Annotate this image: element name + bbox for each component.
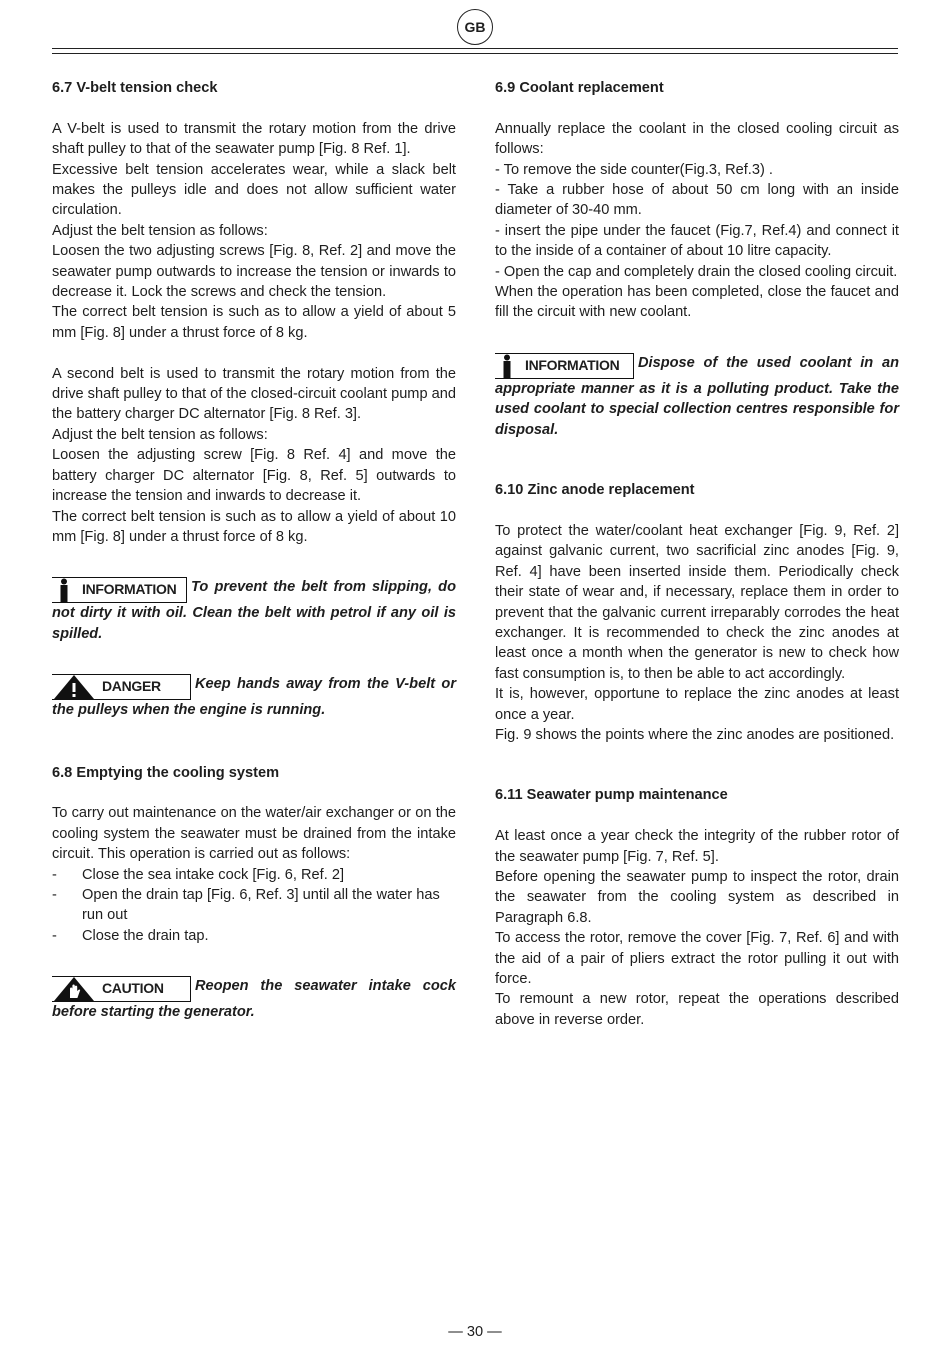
s67-paragraph-7: Adjust the belt tension as follows: <box>52 426 268 443</box>
information-label: INFORMATION <box>525 356 620 373</box>
information-icon <box>495 354 519 378</box>
section-6-10-title: 6.10 Zinc anode replacement <box>495 482 695 499</box>
list-item: - Close the sea intake cock [Fig. 6, Ref. 2] <box>52 866 345 883</box>
header-rule-bottom <box>52 53 898 54</box>
s611-paragraph-1: At least once a year check the integrity of the rubber rotor of the seawater pump [Fig. 7, Ref. 5]. <box>495 828 899 865</box>
s67-paragraph-4: Loosen the two adjusting screws [Fig. 8, Ref. 2] and move the seawater pump outwards to increase the tension or inwards to decrease it. Lock the screws and check the tension. <box>52 243 456 301</box>
information-text: Dispose of the used coolant in an appropriate manner as it is a polluting product. Take the used coolant to special collection centres responsible for disposal. <box>495 354 899 438</box>
s69-paragraph-5: - Open the cap and completely drain the closed cooling circuit. <box>495 263 898 280</box>
s69-paragraph-1: Annually replace the coolant in the closed cooling circuit as follows: <box>495 120 899 158</box>
s69-paragraph-2: - To remove the side counter(Fig.3, Ref.3) . <box>495 161 773 178</box>
header-rule-top <box>52 48 898 49</box>
s67-paragraph-6: A second belt is used to transmit the rotary motion from the drive shaft pulley to that of the closed-circuit coolant pump and the battery charger DC alternator [Fig. 8 Ref. 3]. <box>52 365 456 423</box>
information-label: INFORMATION <box>82 581 177 598</box>
right-column <box>495 78 899 1030</box>
information-icon <box>52 578 76 602</box>
section-6-11-title: 6.11 Seawater pump maintenance <box>495 787 728 804</box>
s610-paragraph-2: It is, however, opportune to replace the zinc anodes at least once a year. <box>495 686 899 723</box>
s67-paragraph-3: Adjust the belt tension as follows: <box>52 222 268 239</box>
s69-paragraph-3: - Take a rubber hose of about 50 cm long with an inside diameter of 30-40 mm. <box>495 182 899 219</box>
s69-paragraph-6: When the operation has been completed, close the faucet and fill the circuit with new coolant. <box>495 284 899 321</box>
s611-paragraph-3: To access the rotor, remove the cover [Fig. 7, Ref. 6] and with the aid of a pair of pliers extract the rotor pulling it out with force. <box>495 930 899 987</box>
information-note-coolant <box>495 353 899 440</box>
list-item: - Open the drain tap [Fig. 6, Ref. 3] until all the water has run out <box>52 886 440 924</box>
left-column <box>52 78 456 1023</box>
s610-paragraph-1: To protect the water/coolant heat exchanger [Fig. 9, Ref. 2] against galvanic current, two sacrificial zinc anodes [Fig. 9, Ref. 4] have been inserted inside them. Periodically check their state of wear and, if necessary, replace them in order to prevent that the galvanic current irreparably corrodes the heat exchanger. It is recommended to check the zinc anodes at least once a month when the generator is new to check how fast consumption is, to then be able to act accordingly. <box>495 522 899 682</box>
information-badge <box>52 577 187 603</box>
section-6-9-title: 6.9 Coolant replacement <box>495 80 664 96</box>
s67-paragraph-9: The correct belt tension is such as to allow a yield of about 10 mm [Fig. 8] under a thrust force of 8 kg. <box>52 508 456 545</box>
information-text: To prevent the belt from slipping, do not dirty it with oil. Clean the belt with petrol if any oil is spilled. <box>52 579 456 642</box>
danger-text: Keep hands away from the V-belt or the pulleys when the engine is running. <box>52 676 456 719</box>
caution-badge <box>52 976 191 1002</box>
s67-paragraph-5: The correct belt tension is such as to allow a yield of about 5 mm [Fig. 8] under a thrust force of 8 kg. <box>52 304 456 341</box>
language-badge: GB <box>457 9 493 45</box>
danger-label: DANGER <box>102 678 161 695</box>
danger-note <box>52 674 456 720</box>
list-item: - Close the drain tap. <box>52 927 209 944</box>
hand-warning-icon <box>52 977 96 1001</box>
caution-text: Reopen the seawater intake cock before starting the generator. <box>52 978 456 1021</box>
s611-paragraph-2: Before opening the seawater pump to inspect the rotor, drain the seawater from the cooling system as described in Paragraph 6.8. <box>495 868 899 926</box>
section-6-7-title: 6.7 V-belt tension check <box>52 80 218 96</box>
s67-paragraph-1: A V-belt is used to transmit the rotary motion from the drive shaft pulley to that of the seawater pump [Fig. 8 Ref. 1]. <box>52 120 456 158</box>
s69-paragraph-4: - insert the pipe under the faucet (Fig.7, Ref.4) and connect it to the inside of a container of about 10 litre capacity. <box>495 222 899 260</box>
caution-note <box>52 976 456 1022</box>
section-6-8-title: 6.8 Emptying the cooling system <box>52 764 280 781</box>
page-number: — 30 — <box>448 1324 502 1340</box>
s610-paragraph-3: Fig. 9 shows the points where the zinc anodes are positioned. <box>495 726 895 743</box>
s68-paragraph-1: To carry out maintenance on the water/air exchanger or on the cooling system the seawater must be drained from the intake circuit. This operation is carried out as follows: <box>52 805 456 863</box>
s67-paragraph-2: Excessive belt tension accelerates wear, while a slack belt makes the pulleys idle and does not allow sufficient water circulation. <box>52 161 456 219</box>
s67-paragraph-8: Loosen the adjusting screw [Fig. 8 Ref. 4] and move the battery charger DC alternator [Fig. 8, Ref. 5] outwards to increase the tension and inwards to decrease it. <box>52 447 456 505</box>
s611-paragraph-4: To remount a new rotor, repeat the operations described above in reverse order. <box>495 991 899 1028</box>
information-note-belt <box>52 577 456 644</box>
caution-label: CAUTION <box>102 980 164 997</box>
danger-badge <box>52 674 191 700</box>
information-badge <box>495 353 634 379</box>
warning-triangle-icon <box>52 675 96 699</box>
s68-step-list <box>52 865 456 947</box>
